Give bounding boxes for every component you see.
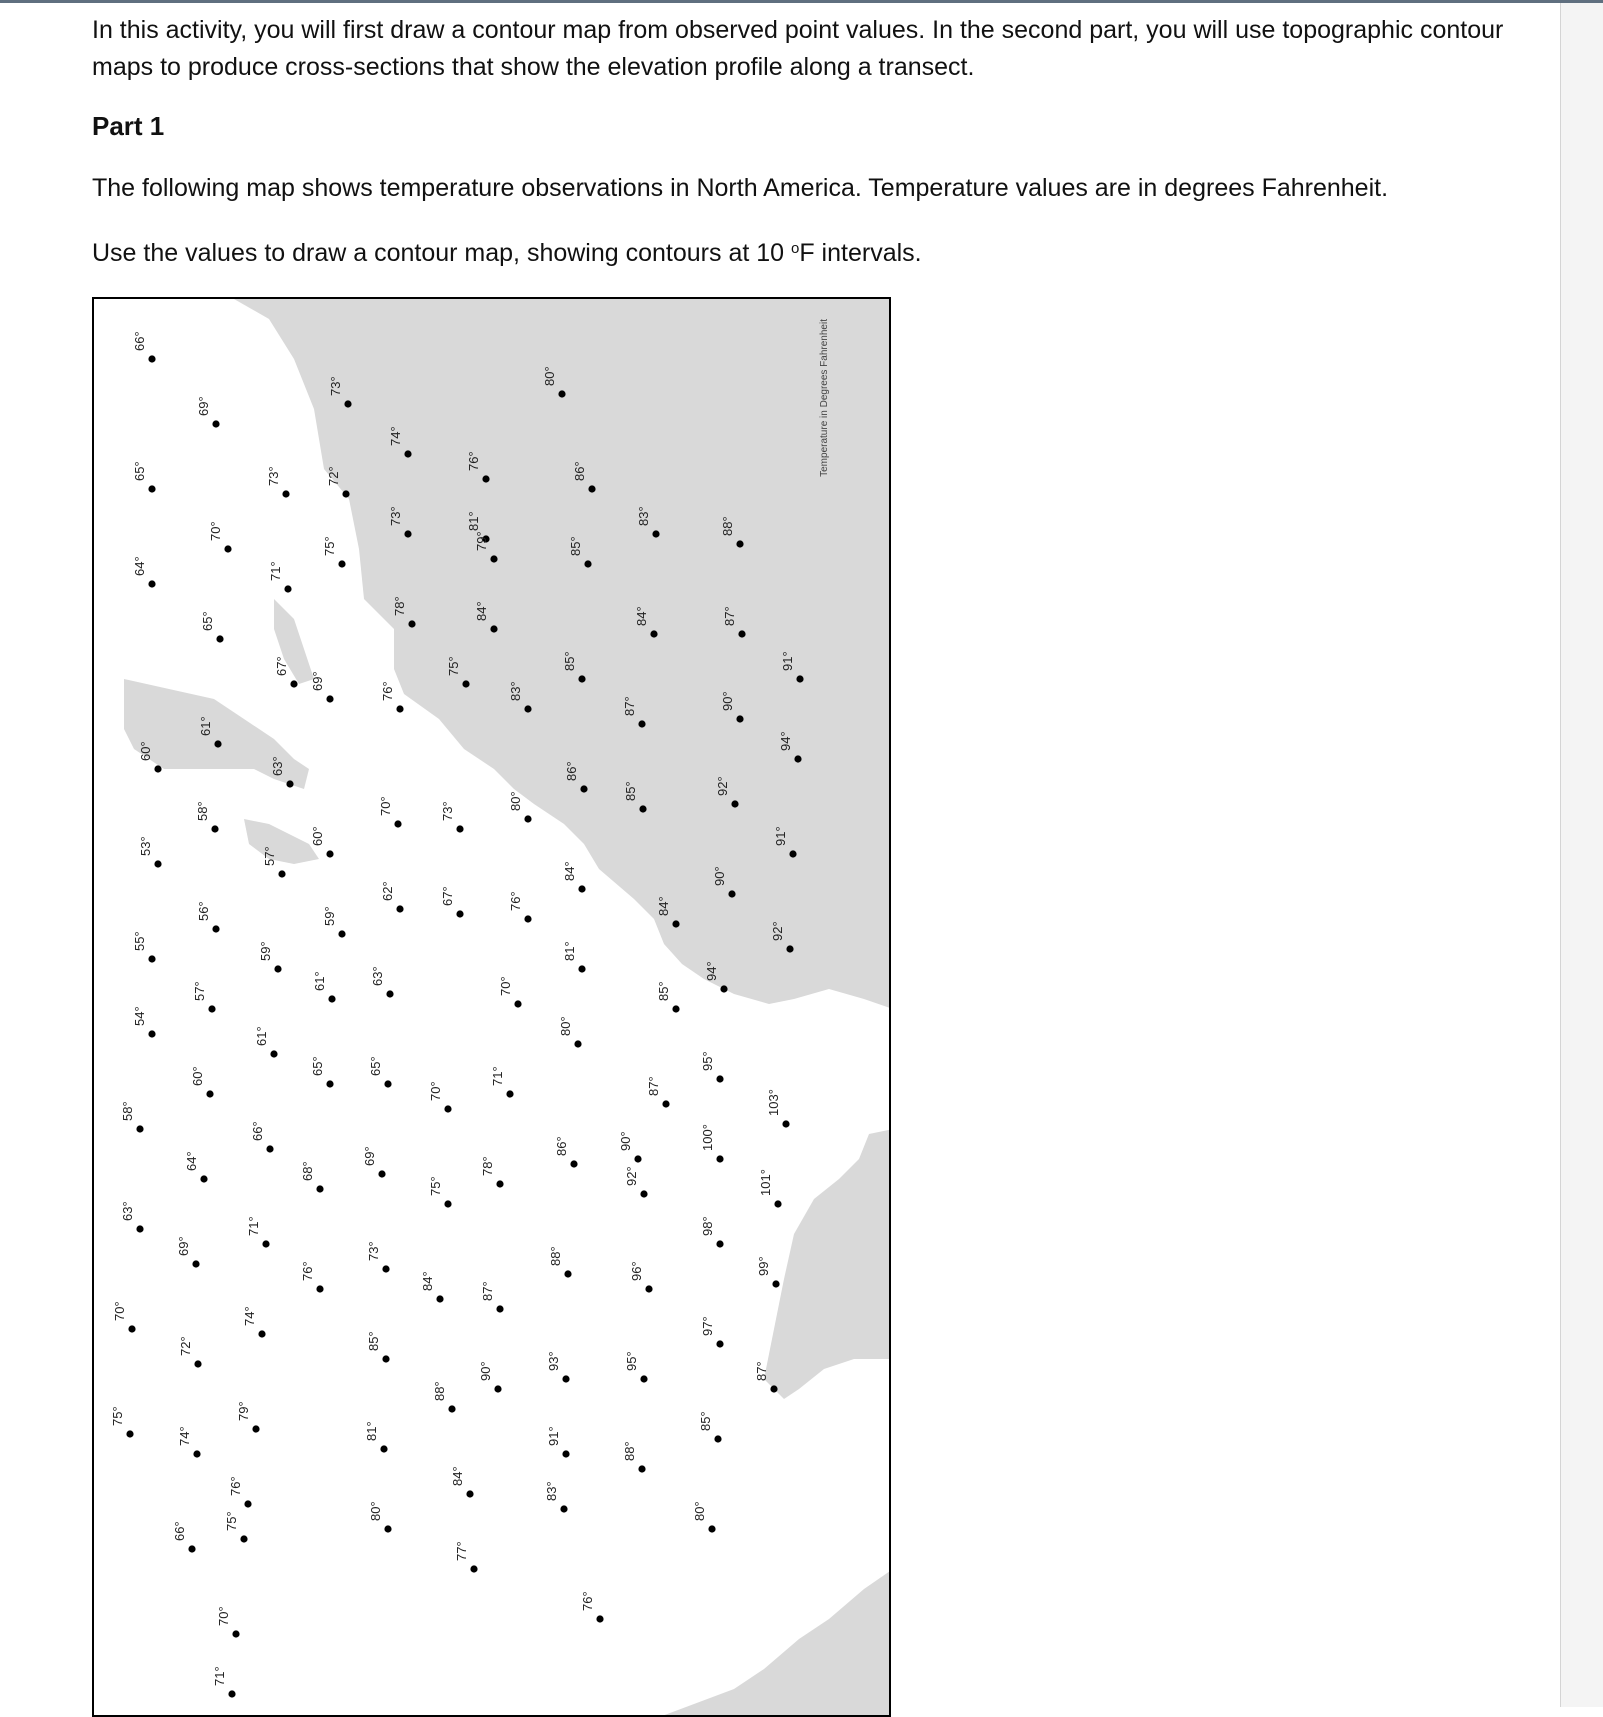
observation-value-label: 73° xyxy=(328,376,343,396)
observation-dot xyxy=(774,1200,781,1207)
observation-value-label: 72° xyxy=(326,466,341,486)
observation-value-label: 76° xyxy=(300,1261,315,1281)
observation-value-label: 92° xyxy=(715,776,730,796)
observation-value-label: 81° xyxy=(364,1421,379,1441)
observation-value-label: 95° xyxy=(624,1351,639,1371)
observation-value-label: 91° xyxy=(773,826,788,846)
observation-value-label: 80° xyxy=(542,366,557,386)
observation-value-label: 84° xyxy=(420,1271,435,1291)
observation-dot xyxy=(574,1040,581,1047)
observation-value-label: 101° xyxy=(758,1169,773,1196)
observation-dot xyxy=(588,485,595,492)
observation-dot xyxy=(338,930,345,937)
observation-dot xyxy=(470,1565,477,1572)
observation-value-label: 87° xyxy=(622,696,637,716)
observation-dot xyxy=(524,705,531,712)
observation-value-label: 59° xyxy=(322,906,337,926)
observation-value-label: 63° xyxy=(370,966,385,986)
observation-dot xyxy=(396,705,403,712)
observation-dot xyxy=(672,1005,679,1012)
observation-dot xyxy=(344,400,351,407)
observation-dot xyxy=(772,1280,779,1287)
observation-value-label: 73° xyxy=(440,801,455,821)
observation-dot xyxy=(326,1080,333,1087)
observation-dot xyxy=(232,1630,239,1637)
observation-dot xyxy=(720,985,727,992)
observation-dot xyxy=(716,1340,723,1347)
observation-value-label: 85° xyxy=(656,981,671,1001)
observation-dot xyxy=(638,1465,645,1472)
observation-value-label: 79° xyxy=(474,531,489,551)
observation-dot xyxy=(200,1175,207,1182)
observation-value-label: 80° xyxy=(368,1501,383,1521)
instruction-text-before: Use the values to draw a contour map, showing contours at 10 xyxy=(92,239,791,267)
observation-value-label: 83° xyxy=(636,506,651,526)
observation-value-label: 76° xyxy=(380,681,395,701)
observation-value-label: 88° xyxy=(720,516,735,536)
observation-value-label: 84° xyxy=(474,601,489,621)
observation-dot xyxy=(216,635,223,642)
observation-value-label: 90° xyxy=(478,1361,493,1381)
observation-dot xyxy=(244,1500,251,1507)
map-description: The following map shows temperature observations in North America. Temperature values are in degrees Fahrenheit. xyxy=(92,174,1389,202)
observation-value-label: 69° xyxy=(196,396,211,416)
observation-value-label: 70° xyxy=(378,796,393,816)
observation-dot xyxy=(266,1145,273,1152)
observation-dot xyxy=(716,1240,723,1247)
observation-dot xyxy=(148,580,155,587)
observation-value-label: 74° xyxy=(242,1306,257,1326)
observation-value-label: 70° xyxy=(112,1301,127,1321)
observation-value-label: 66° xyxy=(132,331,147,351)
observation-value-label: 80° xyxy=(692,1501,707,1521)
observation-value-label: 73° xyxy=(388,506,403,526)
observation-dot xyxy=(584,560,591,567)
observation-value-label: 76° xyxy=(580,1591,595,1611)
observation-value-label: 64° xyxy=(132,556,147,576)
observation-dot xyxy=(578,965,585,972)
observation-value-label: 59° xyxy=(258,941,273,961)
section-heading: Part 1 xyxy=(92,111,165,141)
observation-value-label: 86° xyxy=(554,1136,569,1156)
observation-dot xyxy=(645,1285,652,1292)
observation-value-label: 69° xyxy=(310,671,325,691)
observation-value-label: 60° xyxy=(190,1066,205,1086)
observation-value-label: 55° xyxy=(132,931,147,951)
observation-value-label: 67° xyxy=(440,886,455,906)
observation-value-label: 87° xyxy=(480,1281,495,1301)
observation-dot xyxy=(640,1375,647,1382)
observation-dot xyxy=(506,1090,513,1097)
observation-value-label: 88° xyxy=(432,1381,447,1401)
observation-dot xyxy=(444,1200,451,1207)
observation-value-label: 100° xyxy=(700,1124,715,1151)
observation-dot xyxy=(286,780,293,787)
observation-value-label: 64° xyxy=(184,1151,199,1171)
temperature-map-canvas xyxy=(94,299,891,1717)
observation-value-label: 63° xyxy=(120,1201,135,1221)
observation-value-label: 63° xyxy=(270,756,285,776)
observation-value-label: 61° xyxy=(312,971,327,991)
observation-value-label: 88° xyxy=(548,1246,563,1266)
observation-dot xyxy=(650,630,657,637)
observation-value-label: 99° xyxy=(756,1256,771,1276)
observation-value-label: 70° xyxy=(208,521,223,541)
observation-dot xyxy=(448,1405,455,1412)
observation-dot xyxy=(148,485,155,492)
observation-value-label: 76° xyxy=(508,891,523,911)
observation-value-label: 81° xyxy=(562,941,577,961)
instruction-text-after: F intervals. xyxy=(799,239,922,267)
observation-value-label: 76° xyxy=(466,451,481,471)
observation-dot xyxy=(274,965,281,972)
observation-dot xyxy=(462,680,469,687)
observation-dot xyxy=(326,850,333,857)
observation-value-label: 62° xyxy=(380,881,395,901)
observation-value-label: 98° xyxy=(700,1216,715,1236)
observation-dot xyxy=(570,1160,577,1167)
observation-value-label: 85° xyxy=(366,1331,381,1351)
observation-value-label: 87° xyxy=(646,1076,661,1096)
observation-value-label: 58° xyxy=(120,1101,135,1121)
observation-dot xyxy=(382,1265,389,1272)
observation-value-label: 90° xyxy=(712,866,727,886)
observation-dot xyxy=(128,1325,135,1332)
observation-value-label: 70° xyxy=(498,976,513,996)
observation-dot xyxy=(634,1155,641,1162)
observation-dot xyxy=(206,1090,213,1097)
observation-dot xyxy=(394,820,401,827)
observation-value-label: 96° xyxy=(629,1261,644,1281)
observation-dot xyxy=(662,1100,669,1107)
observation-value-label: 80° xyxy=(508,791,523,811)
observation-value-label: 78° xyxy=(392,596,407,616)
observation-dot xyxy=(136,1225,143,1232)
observation-dot xyxy=(714,1435,721,1442)
observation-value-label: 61° xyxy=(254,1026,269,1046)
observation-dot xyxy=(228,1690,235,1697)
observation-value-label: 58° xyxy=(195,801,210,821)
observation-dot xyxy=(456,825,463,832)
observation-value-label: 74° xyxy=(388,426,403,446)
observation-value-label: 86° xyxy=(564,761,579,781)
observation-dot xyxy=(328,995,335,1002)
observation-value-label: 78° xyxy=(480,1156,495,1176)
observation-dot xyxy=(214,740,221,747)
observation-value-label: 75° xyxy=(224,1511,239,1531)
observation-value-label: 56° xyxy=(196,901,211,921)
observation-value-label: 85° xyxy=(562,651,577,671)
observation-dot xyxy=(212,420,219,427)
observation-dot xyxy=(290,680,297,687)
observation-dot xyxy=(496,1305,503,1312)
observation-value-label: 71° xyxy=(212,1666,227,1686)
observation-dot xyxy=(731,800,738,807)
observation-value-label: 94° xyxy=(778,731,793,751)
observation-value-label: 80° xyxy=(558,1016,573,1036)
observation-value-label: 94° xyxy=(704,961,719,981)
page-edge-rule xyxy=(1560,3,1561,1707)
observation-value-label: 75° xyxy=(322,536,337,556)
observation-value-label: 90° xyxy=(618,1131,633,1151)
observation-dot xyxy=(466,1490,473,1497)
observation-value-label: 66° xyxy=(250,1121,265,1141)
observation-dot xyxy=(326,695,333,702)
observation-dot xyxy=(270,1050,277,1057)
observation-dot xyxy=(596,1615,603,1622)
observation-dot xyxy=(578,675,585,682)
observation-dot xyxy=(282,490,289,497)
observation-value-label: 95° xyxy=(700,1051,715,1071)
observation-dot xyxy=(494,1385,501,1392)
observation-value-label: 69° xyxy=(362,1146,377,1166)
observation-dot xyxy=(188,1545,195,1552)
observation-dot xyxy=(316,1285,323,1292)
observation-dot xyxy=(338,560,345,567)
observation-dot xyxy=(708,1525,715,1532)
observation-dot xyxy=(193,1450,200,1457)
observation-dot xyxy=(316,1185,323,1192)
observation-value-label: 86° xyxy=(572,461,587,481)
window-top-bar xyxy=(0,0,1603,3)
observation-value-label: 75° xyxy=(110,1406,125,1426)
observation-value-label: 84° xyxy=(634,606,649,626)
observation-dot xyxy=(342,490,349,497)
observation-dot xyxy=(716,1155,723,1162)
observation-value-label: 74° xyxy=(177,1426,192,1446)
observation-dot xyxy=(404,530,411,537)
observation-dot xyxy=(258,1330,265,1337)
observation-value-label: 66° xyxy=(172,1521,187,1541)
observation-dot xyxy=(736,540,743,547)
observation-dot xyxy=(580,785,587,792)
observation-dot xyxy=(482,475,489,482)
observation-dot xyxy=(252,1425,259,1432)
observation-value-label: 68° xyxy=(300,1161,315,1181)
observation-dot xyxy=(490,625,497,632)
observation-value-label: 75° xyxy=(428,1176,443,1196)
observation-dot xyxy=(456,910,463,917)
observation-dot xyxy=(652,530,659,537)
observation-dot xyxy=(262,1240,269,1247)
observation-dot xyxy=(208,1005,215,1012)
observation-value-label: 91° xyxy=(546,1426,561,1446)
observation-value-label: 71° xyxy=(268,561,283,581)
observation-dot xyxy=(436,1295,443,1302)
observation-value-label: 97° xyxy=(700,1316,715,1336)
observation-dot xyxy=(514,1000,521,1007)
observation-dot xyxy=(558,390,565,397)
observation-value-label: 81° xyxy=(466,511,481,531)
observation-dot xyxy=(562,1375,569,1382)
observation-value-label: 83° xyxy=(508,681,523,701)
observation-dot xyxy=(640,1190,647,1197)
observation-dot xyxy=(240,1535,247,1542)
observation-dot xyxy=(148,1030,155,1037)
observation-value-label: 87° xyxy=(754,1361,769,1381)
observation-dot xyxy=(384,1525,391,1532)
observation-value-label: 65° xyxy=(368,1056,383,1076)
observation-value-label: 79° xyxy=(236,1401,251,1421)
observation-value-label: 65° xyxy=(310,1056,325,1076)
observation-value-label: 67° xyxy=(274,656,289,676)
observation-dot xyxy=(148,955,155,962)
observation-value-label: 57° xyxy=(192,981,207,1001)
observation-dot xyxy=(396,905,403,912)
observation-dot xyxy=(154,860,161,867)
observation-dot xyxy=(496,1180,503,1187)
intro-paragraph: In this activity, you will first draw a contour map from observed point values. In the second part, you will use topographic contour maps to produce cross-sections that show the elevation profile along a transect. xyxy=(92,16,1504,81)
map-legend-title: Temperature in Degrees Fahrenheit xyxy=(819,319,830,477)
observation-value-label: 87° xyxy=(722,606,737,626)
observation-value-label: 73° xyxy=(366,1241,381,1261)
observation-dot xyxy=(639,805,646,812)
observation-value-label: 57° xyxy=(262,846,277,866)
observation-dot xyxy=(796,675,803,682)
observation-dot xyxy=(560,1505,567,1512)
scrollbar-track[interactable] xyxy=(1561,3,1603,1707)
observation-dot xyxy=(148,355,155,362)
temperature-map xyxy=(92,297,891,1717)
observation-value-label: 77° xyxy=(454,1541,469,1561)
observation-dot xyxy=(794,755,801,762)
observation-dot xyxy=(211,825,218,832)
observation-dot xyxy=(638,720,645,727)
observation-value-label: 90° xyxy=(720,691,735,711)
observation-dot xyxy=(154,765,161,772)
observation-value-label: 92° xyxy=(624,1166,639,1186)
degree-superscript: o xyxy=(791,240,800,257)
observation-dot xyxy=(404,450,411,457)
observation-dot xyxy=(782,1120,789,1127)
observation-value-label: 65° xyxy=(200,611,215,631)
observation-dot xyxy=(192,1260,199,1267)
observation-value-label: 85° xyxy=(568,536,583,556)
observation-value-label: 53° xyxy=(138,836,153,856)
observation-dot xyxy=(562,1450,569,1457)
observation-value-label: 93° xyxy=(546,1351,561,1371)
observation-value-label: 54° xyxy=(132,1006,147,1026)
observation-value-label: 65° xyxy=(132,461,147,481)
observation-dot xyxy=(736,715,743,722)
observation-value-label: 83° xyxy=(544,1481,559,1501)
observation-dot xyxy=(284,585,291,592)
observation-value-label: 84° xyxy=(562,861,577,881)
observation-value-label: 85° xyxy=(698,1411,713,1431)
observation-dot xyxy=(789,850,796,857)
observation-dot xyxy=(524,815,531,822)
observation-value-label: 76° xyxy=(228,1476,243,1496)
observation-dot xyxy=(738,630,745,637)
observation-value-label: 84° xyxy=(450,1466,465,1486)
observation-dot xyxy=(378,1170,385,1177)
observation-value-label: 71° xyxy=(490,1066,505,1086)
observation-dot xyxy=(136,1125,143,1132)
observation-value-label: 84° xyxy=(656,896,671,916)
observation-dot xyxy=(382,1355,389,1362)
observation-value-label: 60° xyxy=(310,826,325,846)
observation-value-label: 103° xyxy=(766,1089,781,1116)
observation-dot xyxy=(126,1430,133,1437)
observation-dot xyxy=(194,1360,201,1367)
observation-dot xyxy=(278,870,285,877)
observation-value-label: 85° xyxy=(623,781,638,801)
observation-value-label: 75° xyxy=(446,656,461,676)
observation-value-label: 61° xyxy=(198,716,213,736)
observation-value-label: 88° xyxy=(622,1441,637,1461)
observation-value-label: 91° xyxy=(780,651,795,671)
observation-dot xyxy=(728,890,735,897)
contour-instruction xyxy=(92,235,1492,272)
observation-dot xyxy=(564,1270,571,1277)
observation-value-label: 70° xyxy=(216,1606,231,1626)
observation-dot xyxy=(384,1080,391,1087)
observation-dot xyxy=(786,945,793,952)
observation-dot xyxy=(716,1075,723,1082)
observation-value-label: 70° xyxy=(428,1081,443,1101)
observation-value-label: 73° xyxy=(266,466,281,486)
observation-dot xyxy=(386,990,393,997)
observation-dot xyxy=(212,925,219,932)
observation-dot xyxy=(408,620,415,627)
observation-value-label: 72° xyxy=(178,1336,193,1356)
observation-dot xyxy=(490,555,497,562)
observation-dot xyxy=(380,1445,387,1452)
observation-dot xyxy=(524,915,531,922)
observation-dot xyxy=(770,1385,777,1392)
observation-value-label: 69° xyxy=(176,1236,191,1256)
observation-value-label: 71° xyxy=(246,1216,261,1236)
observation-dot xyxy=(672,920,679,927)
observation-value-label: 60° xyxy=(138,741,153,761)
observation-dot xyxy=(578,885,585,892)
observation-value-label: 92° xyxy=(770,921,785,941)
observation-dot xyxy=(444,1105,451,1112)
observation-dot xyxy=(224,545,231,552)
